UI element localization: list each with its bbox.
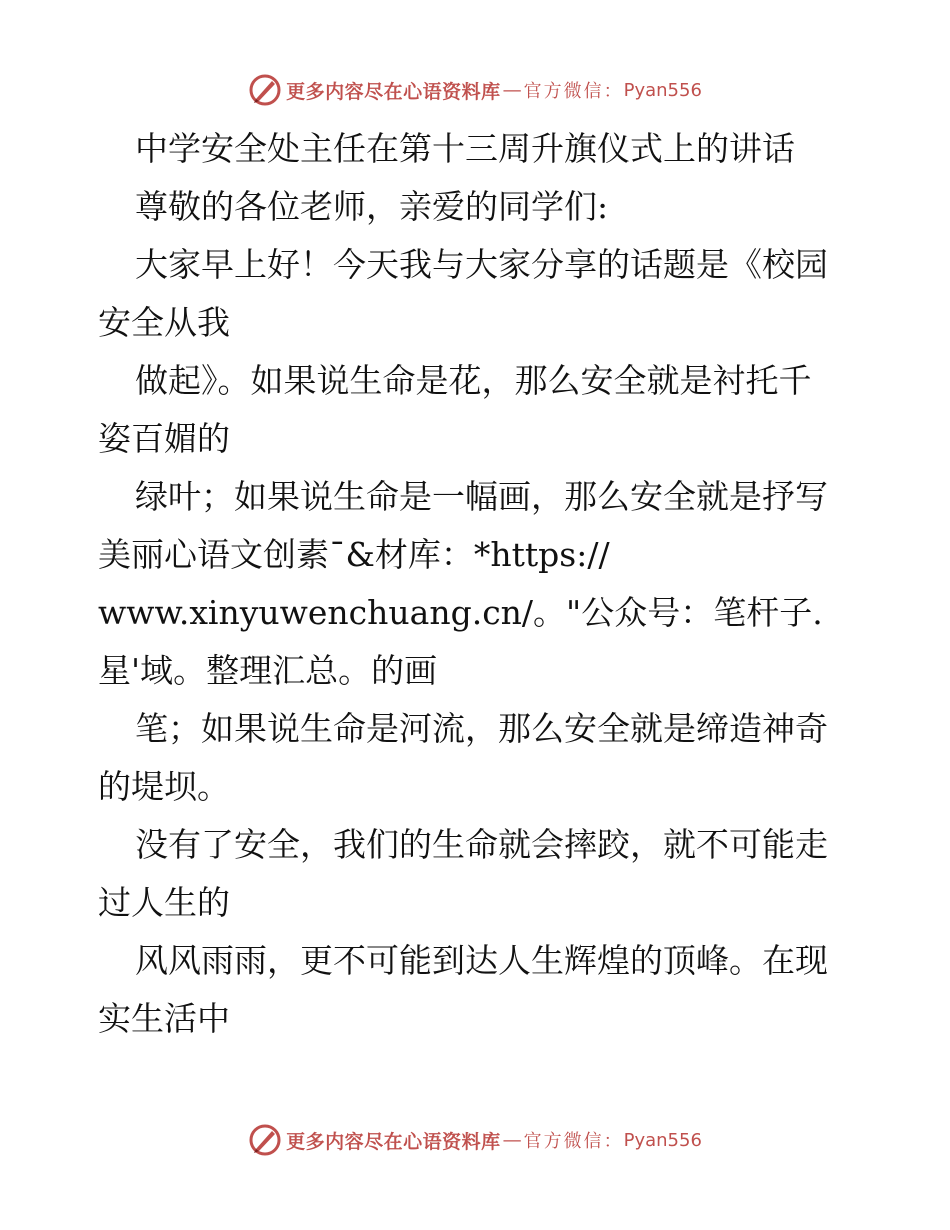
paragraph-line: 没有了安全，我们的生命就会摔跤，就不可能走	[135, 825, 828, 864]
salutation: 尊敬的各位老师，亲爱的同学们:	[135, 187, 609, 226]
pen-logo-icon	[248, 1123, 282, 1157]
footer-banner	[0, 1120, 950, 1160]
paragraph-line: 过人生的	[98, 883, 230, 922]
header-official-label: 官方微信：	[523, 81, 624, 102]
footer-wechat-id: Pyan556	[623, 1129, 702, 1151]
footer-official-label: 官方微信：	[523, 1131, 624, 1152]
header-wechat-id: Pyan556	[623, 79, 702, 101]
paragraph-line: www.xinyuwenchuang.cn/。"公众号：笔杆子.	[98, 593, 823, 632]
header-brand-text: 更多内容尽在心语资料库	[286, 80, 501, 103]
paragraph-line: 美丽心语文创素¯&材库：*https://	[98, 535, 610, 574]
paragraph-line: 大家早上好！今天我与大家分享的话题是《校园	[135, 245, 828, 284]
pen-logo-icon	[248, 73, 282, 107]
paragraph-line: 实生活中	[98, 999, 230, 1038]
paragraph-line: 姿百媚的	[98, 419, 230, 458]
paragraph-line: 笔；如果说生命是河流，那么安全就是缔造神奇	[135, 709, 828, 748]
paragraph-line: 的堤坝。	[98, 767, 230, 806]
paragraph-line: 做起》。如果说生命是花，那么安全就是衬托千	[135, 361, 812, 400]
document-body	[98, 120, 858, 1048]
header-dash: —	[502, 79, 522, 101]
paragraph-line: 风风雨雨，更不可能到达人生辉煌的顶峰。在现	[135, 941, 828, 980]
document-title: 中学安全处主任在第十三周升旗仪式上的讲话	[135, 129, 795, 168]
footer-dash: —	[502, 1129, 522, 1151]
header-banner	[0, 70, 950, 110]
paragraph-line: 星'域。整理汇总。的画	[98, 651, 438, 690]
footer-brand-text: 更多内容尽在心语资料库	[286, 1130, 501, 1153]
paragraph-line: 安全从我	[98, 303, 230, 342]
paragraph-line: 绿叶；如果说生命是一幅画，那么安全就是抒写	[135, 477, 828, 516]
